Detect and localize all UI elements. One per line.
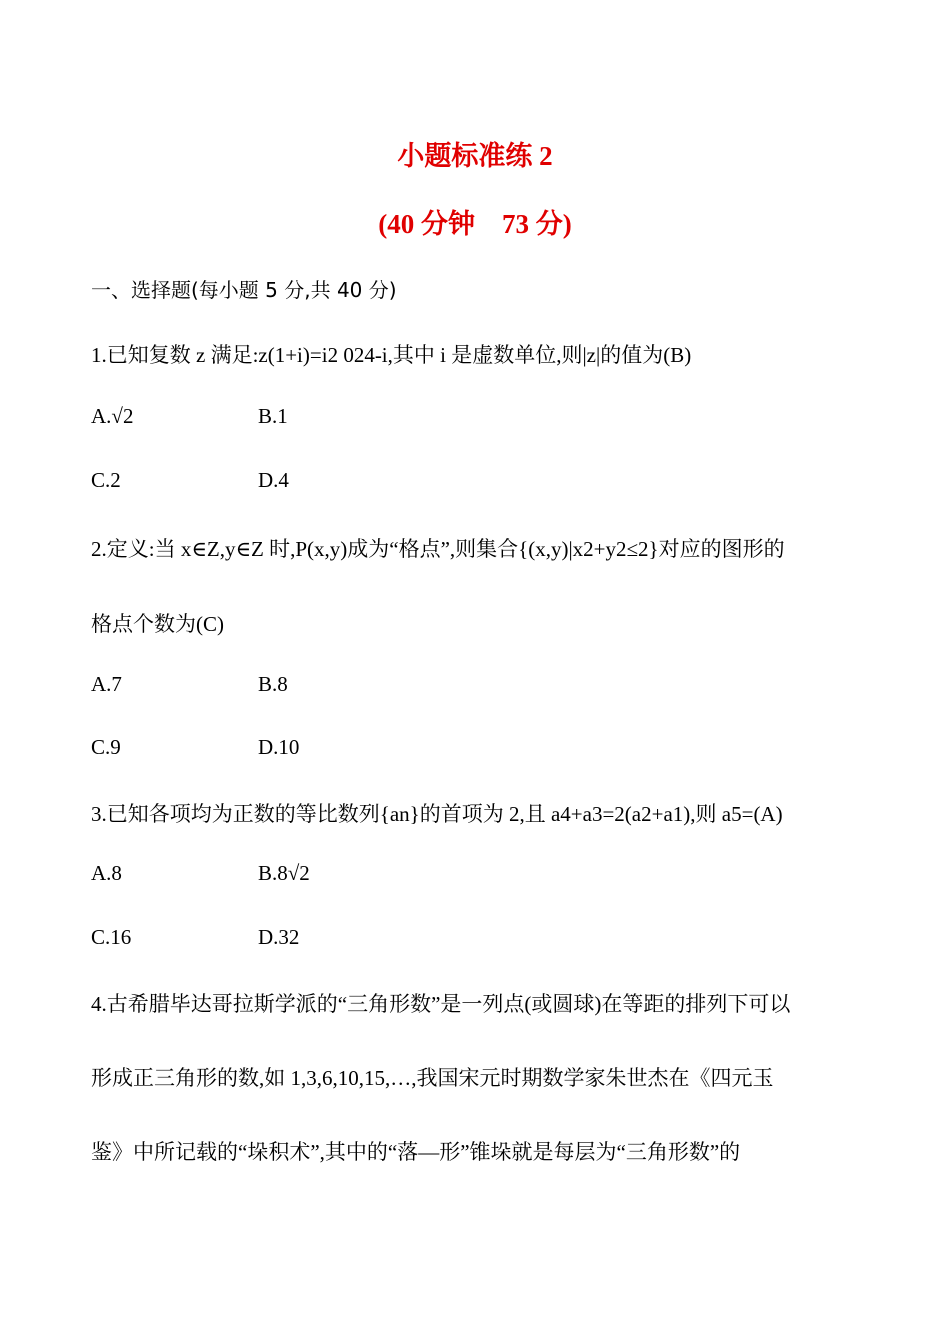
q3-option-d: D.32: [258, 925, 300, 949]
q3-option-a: A.8: [91, 861, 122, 885]
question-4-line-1: 4.古希腊毕达哥拉斯学派的“三角形数”是一列点(或圆球)在等距的排列下可以: [91, 992, 791, 1016]
question-3-stem: 3.已知各项均为正数的等比数列{an}的首项为 2,且 a4+a3=2(a2+a1),则 a5=(A): [91, 802, 783, 826]
q2-option-d: D.10: [258, 735, 300, 759]
section-heading: 一、选择题(每小题 5 分,共 40 分): [91, 278, 397, 302]
question-4-line-3: 鉴》中所记载的“垛积术”,其中的“落—形”锥垛就是每层为“三角形数”的: [91, 1140, 741, 1164]
q3-option-c: C.16: [91, 925, 132, 949]
q2-option-c: C.9: [91, 735, 121, 759]
q3-option-b: B.8√2: [258, 861, 310, 885]
question-4-line-2: 形成正三角形的数,如 1,3,6,10,15,…,我国宋元时期数学家朱世杰在《四元玉: [91, 1066, 774, 1090]
q2-option-b: B.8: [258, 672, 288, 696]
question-1-text: 1.已知复数 z 满足:z(1+i)=i2 024-i,其中 i 是虚数单位,则|z|的值为(B): [91, 343, 692, 367]
page-title: 小题标准练 2: [397, 141, 553, 171]
q2-option-a: A.7: [91, 672, 122, 696]
page-subtitle: (40 分钟 73 分): [378, 209, 572, 239]
question-2-stem-line-1: 2.定义:当 x∈Z,y∈Z 时,P(x,y)成为“格点”,则集合{(x,y)|x2+y2≤2}对应的图形的: [91, 537, 785, 561]
q1-option-a: A.√2: [91, 404, 134, 428]
question-1-stem: [91, 339, 691, 369]
q1-option-d: D.4: [258, 468, 289, 492]
q1-option-b: B.1: [258, 404, 288, 428]
q1-option-c: C.2: [91, 468, 121, 492]
question-2-stem-line-2: 格点个数为(C): [91, 612, 224, 636]
